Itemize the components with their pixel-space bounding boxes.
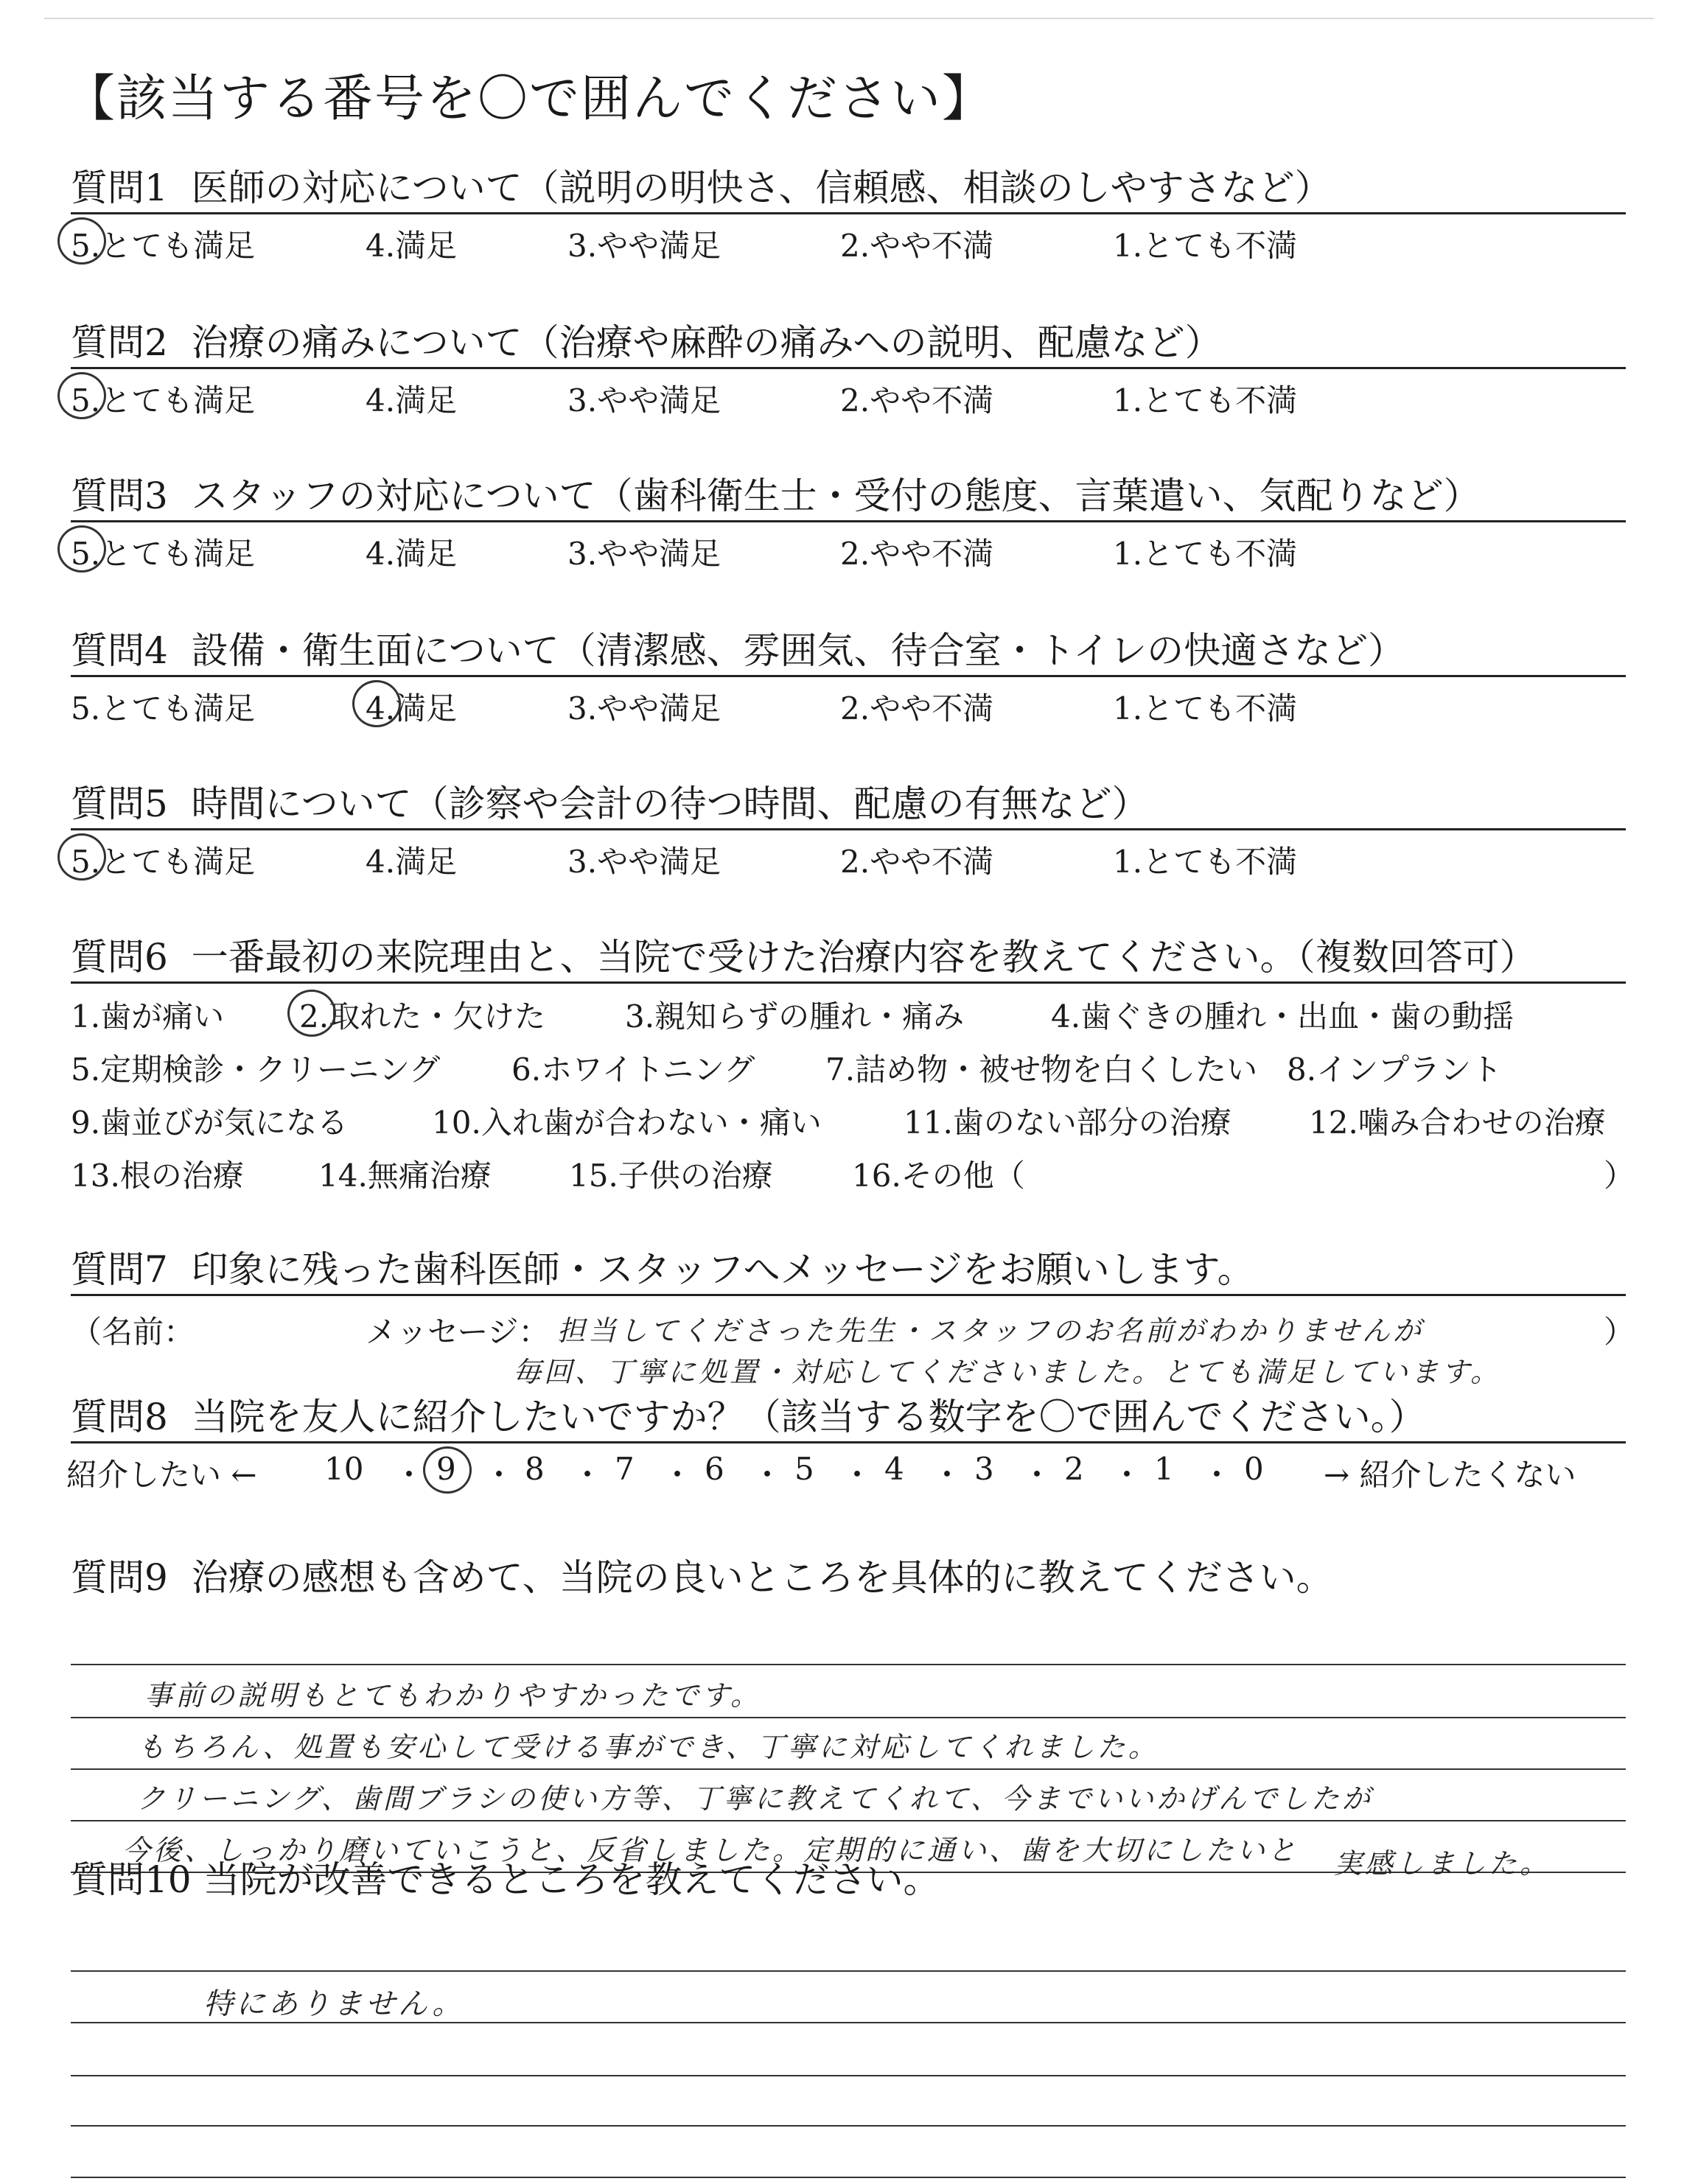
option-4[interactable]: 4.満足 — [366, 382, 458, 419]
top-border — [44, 18, 1654, 19]
reason-option[interactable]: 2.取れた・欠けた — [299, 998, 546, 1035]
question-1-header — [71, 164, 1626, 212]
question-5-text: 時間について（診察や会計の待つ時間、配慮の有無など） — [191, 783, 1149, 825]
other-close-paren: ） — [1604, 1158, 1635, 1194]
question-8-label: 質問8 — [71, 1396, 168, 1438]
question-7-label: 質問7 — [71, 1248, 168, 1291]
question-2 — [71, 318, 1626, 421]
scale-dot: ・ — [662, 1457, 693, 1493]
message-field[interactable] — [71, 1296, 1635, 1388]
selection-circle — [57, 217, 106, 265]
name-label: （名前： — [71, 1314, 195, 1350]
scale-option[interactable]: 5 — [794, 1451, 814, 1487]
option-2[interactable]: 2.やや不満 — [840, 228, 994, 264]
option-5[interactable]: 5.とても満足 — [71, 690, 256, 727]
scale-option[interactable]: 1 — [1154, 1451, 1174, 1487]
option-1[interactable]: 1.とても不満 — [1113, 228, 1298, 264]
question-10 — [71, 1855, 1626, 2184]
option-3[interactable]: 3.やや満足 — [567, 536, 722, 572]
handwritten-answer-line: 事前の説明もとてもわかりやすかったです。 — [144, 1679, 761, 1712]
question-2-text: 治療の痛みについて（治療や麻酔の痛みへの説明、配慮など） — [191, 321, 1222, 364]
option-1[interactable]: 1.とても不満 — [1113, 382, 1298, 419]
question-6-label: 質問6 — [71, 936, 168, 979]
reason-option[interactable]: 8.インプラント — [1287, 1051, 1503, 1088]
option-2[interactable]: 2.やや不満 — [840, 536, 994, 572]
option-5[interactable]: 5.とても満足 — [71, 844, 256, 880]
message-label: メッセージ： — [366, 1314, 550, 1350]
question-9-answer[interactable] — [71, 1602, 1626, 1882]
reason-option[interactable]: 7.詰め物・被せ物を白くしたい — [825, 1051, 1258, 1088]
option-5[interactable]: 5.とても満足 — [71, 536, 256, 572]
option-1[interactable]: 1.とても不満 — [1113, 536, 1298, 572]
message-close-paren: ） — [1604, 1314, 1635, 1350]
reason-option[interactable]: 9.歯並びが気になる — [71, 1105, 349, 1141]
handwritten-answer-line: もちろん、処置も安心して受ける事ができ、丁寧に対応してくれました。 — [137, 1731, 1159, 1763]
reason-option[interactable]: 1.歯が痛い — [71, 998, 225, 1035]
reason-option[interactable]: 4.歯ぐきの腫れ・出血・歯の動揺 — [1051, 998, 1514, 1035]
question-5-label: 質問5 — [71, 783, 168, 825]
option-5[interactable]: 5.とても満足 — [71, 228, 256, 264]
option-5[interactable]: 5.とても満足 — [71, 382, 256, 419]
question-3-text: スタッフの対応について（歯科衛生士・受付の態度、言葉遣い、気配りなど） — [191, 475, 1481, 517]
option-2[interactable]: 2.やや不満 — [840, 844, 994, 880]
scale-dot: ・ — [1021, 1457, 1053, 1493]
question-8-text: 当院を友人に紹介したいですか？（該当する数字を〇で囲んでください。） — [191, 1396, 1426, 1438]
handwritten-message-line2: 毎回、丁寧に処置・対応してくださいました。とても満足しています。 — [513, 1356, 1501, 1388]
question-3-label: 質問3 — [71, 475, 168, 517]
option-1[interactable]: 1.とても不満 — [1113, 690, 1298, 727]
handwritten-answer-line: クリーニング、歯間ブラシの使い方等、丁寧に教えてくれて、今までいいかげんでしたが — [137, 1782, 1373, 1815]
question-1-label: 質問1 — [71, 167, 168, 209]
question-5-options — [71, 830, 1626, 882]
question-4-options — [71, 677, 1626, 729]
scale-dot: ・ — [1201, 1457, 1233, 1493]
question-8 — [66, 1393, 1626, 1495]
option-2[interactable]: 2.やや不満 — [840, 382, 994, 419]
option-2[interactable]: 2.やや不満 — [840, 690, 994, 727]
question-6 — [71, 933, 1635, 1197]
question-4 — [71, 626, 1626, 729]
option-3[interactable]: 3.やや満足 — [567, 382, 722, 419]
reason-option[interactable]: 5.定期検診・クリーニング — [71, 1051, 441, 1088]
question-7-text: 印象に残った歯科医師・スタッフへメッセージをお願いします。 — [191, 1248, 1254, 1291]
question-8-header — [71, 1393, 1626, 1441]
selection-circle — [57, 833, 106, 881]
scale-option[interactable]: 4 — [884, 1451, 904, 1487]
recommend-scale — [66, 1443, 1626, 1495]
scale-dot: ・ — [572, 1457, 604, 1493]
reason-option[interactable]: 6.ホワイトニング — [511, 1051, 755, 1088]
question-9-text: 治療の感想も含めて、当院の良いところを具体的に教えてください。 — [191, 1556, 1333, 1599]
question-6-text: 一番最初の来院理由と、当院で受けた治療内容を教えてください。（複数回答可） — [191, 936, 1537, 979]
option-3[interactable]: 3.やや満足 — [567, 228, 722, 264]
selection-circle — [352, 680, 401, 727]
question-10-answer[interactable] — [71, 1904, 1626, 2184]
scale-dot: ・ — [394, 1457, 425, 1493]
reason-option[interactable]: 16.その他（ — [852, 1158, 1025, 1194]
scale-option[interactable]: 2 — [1064, 1451, 1084, 1487]
scale-option[interactable]: 10 — [324, 1451, 364, 1487]
scale-dot: ・ — [842, 1457, 873, 1493]
form-title: 【該当する番号を〇で囲んでください】 — [65, 70, 994, 128]
question-1-text: 医師の対応について（説明の明快さ、信頼感、相談のしやすさなど） — [191, 167, 1332, 209]
handwritten-answer-line: 特にありません。 — [203, 1987, 465, 2021]
reason-option[interactable]: 11.歯のない部分の治療 — [904, 1105, 1231, 1141]
option-4[interactable]: 4.満足 — [366, 536, 458, 572]
question-2-label: 質問2 — [71, 321, 168, 364]
reason-option[interactable]: 14.無痛治療 — [318, 1158, 492, 1194]
question-2-options — [71, 369, 1626, 421]
reason-option[interactable]: 12.噛み合わせの治療 — [1309, 1105, 1606, 1141]
question-7 — [71, 1245, 1635, 1388]
option-3[interactable]: 3.やや満足 — [567, 844, 722, 880]
reason-option[interactable]: 15.子供の治療 — [569, 1158, 773, 1194]
scale-option[interactable]: 7 — [615, 1451, 635, 1487]
question-4-label: 質問4 — [71, 629, 168, 672]
question-9 — [71, 1553, 1626, 1882]
question-10-text: 当院が改善できるところを教えてください。 — [203, 1858, 940, 1901]
selection-circle — [423, 1446, 472, 1494]
scale-option[interactable]: 8 — [525, 1451, 545, 1487]
question-4-header — [71, 626, 1626, 675]
scale-dot: ・ — [932, 1457, 963, 1493]
question-6-options — [71, 984, 1635, 1197]
handwritten-answer-line: 今後、しっかり磨いていこうと、反省しました。定期的に通い、歯を大切にしたいと — [122, 1834, 1299, 1866]
reason-option[interactable]: 3.親知らずの腫れ・痛み — [625, 998, 965, 1035]
scale-left-label: 紹介したい ← — [66, 1457, 257, 1493]
scale-option[interactable]: 0 — [1244, 1451, 1264, 1487]
scale-option[interactable]: 3 — [974, 1451, 994, 1487]
question-5-header — [71, 780, 1626, 828]
selection-circle — [287, 990, 336, 1037]
option-4[interactable]: 4.満足 — [366, 690, 458, 727]
option-4[interactable]: 4.満足 — [366, 228, 458, 264]
question-3-header — [71, 472, 1626, 520]
scale-option[interactable]: 9 — [436, 1451, 456, 1487]
option-4[interactable]: 4.満足 — [366, 844, 458, 880]
scale-dot: ・ — [1111, 1457, 1143, 1493]
question-6-header — [71, 933, 1626, 981]
question-3 — [71, 472, 1626, 574]
handwritten-message-line1: 担当してくださった先生・スタッフのお名前がわかりませんが — [557, 1315, 1425, 1347]
question-10-label: 質問10 — [71, 1858, 192, 1901]
question-1 — [71, 164, 1626, 266]
reason-option[interactable]: 13.根の治療 — [71, 1158, 244, 1194]
question-10-header — [71, 1855, 1626, 1904]
question-5 — [71, 780, 1626, 882]
scale-dot: ・ — [483, 1457, 515, 1493]
scale-option[interactable]: 6 — [705, 1451, 724, 1487]
selection-circle — [57, 372, 106, 419]
question-3-options — [71, 522, 1626, 574]
selection-circle — [57, 525, 106, 573]
scale-right-label: → 紹介したくない — [1324, 1457, 1576, 1493]
reason-option[interactable]: 10.入れ歯が合わない・痛い — [432, 1105, 822, 1141]
question-2-header — [71, 318, 1626, 367]
option-1[interactable]: 1.とても不満 — [1113, 844, 1298, 880]
option-3[interactable]: 3.やや満足 — [567, 690, 722, 727]
question-9-header — [71, 1553, 1626, 1602]
question-4-text: 設備・衛生面について（清潔感、雰囲気、待合室・トイレの快適さなど） — [191, 629, 1405, 672]
question-9-label: 質問9 — [71, 1556, 168, 1599]
question-7-header — [71, 1245, 1626, 1294]
scale-dot: ・ — [752, 1457, 783, 1493]
handwritten-answer-line: 実感しました。 — [1334, 1847, 1551, 1880]
question-1-options — [71, 214, 1626, 266]
